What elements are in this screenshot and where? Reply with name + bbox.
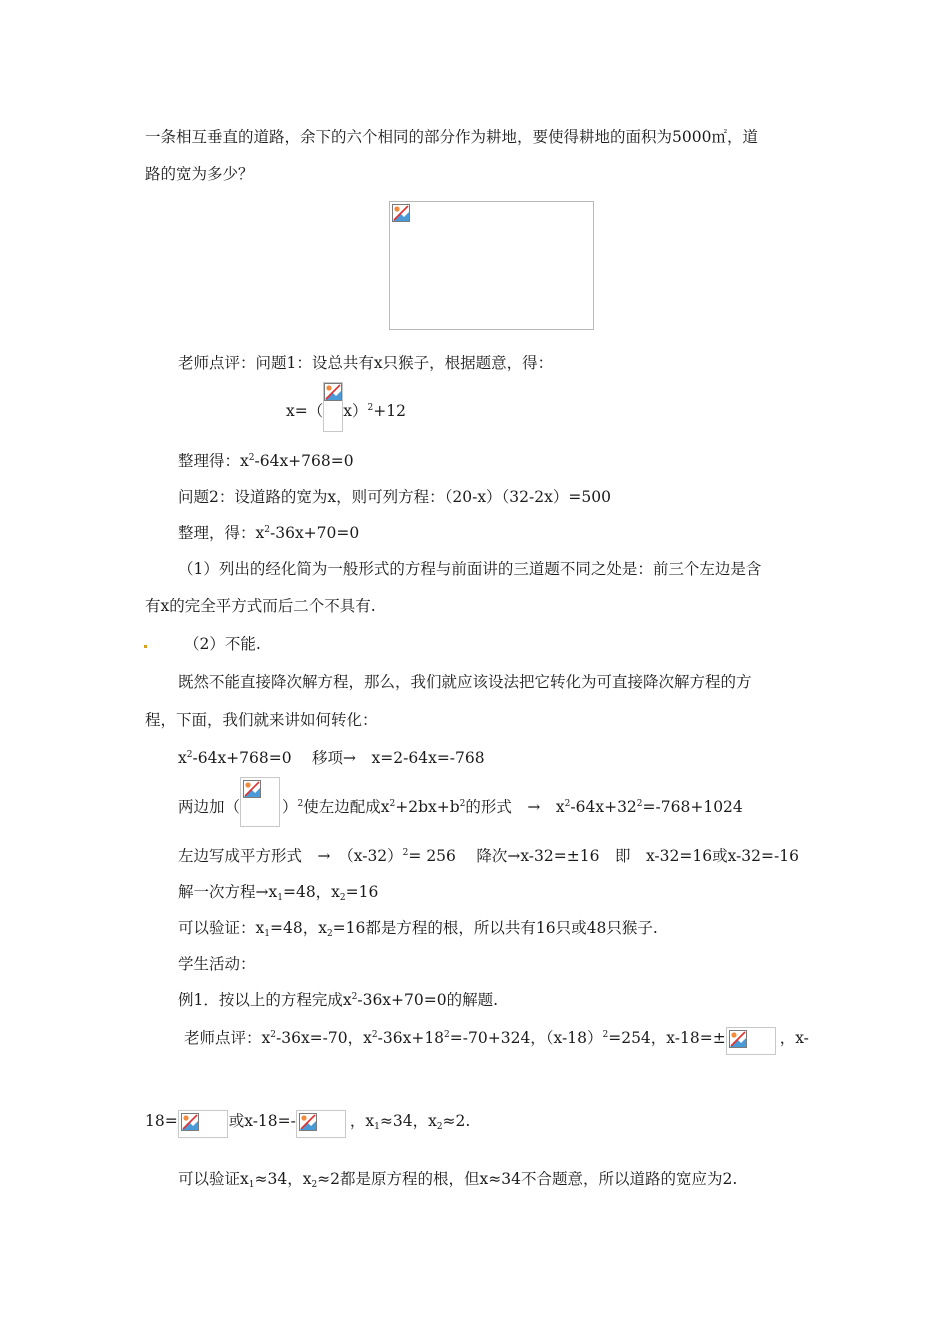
- inline-sqrt-placeholder: [178, 1110, 228, 1138]
- inline-image-box: [240, 777, 280, 827]
- roots-text: ≈2.: [442, 1112, 471, 1130]
- step-text: = 256 降次→x-32=±16 即 x-32=16或x-32=-16: [408, 847, 799, 865]
- verify-2: [178, 1168, 737, 1190]
- subscript: 2: [326, 929, 333, 939]
- exponent: 2: [371, 1030, 378, 1040]
- step-text: -64x+768=0 移项→ x=2-64x=-768: [192, 749, 485, 767]
- teacher-comment-2: [184, 1027, 809, 1049]
- subscript: 1: [374, 1122, 380, 1132]
- step-text: 解一次方程→x: [178, 883, 278, 901]
- simplify-2-text: 整理，得：x: [178, 524, 265, 542]
- exponent: 2: [459, 799, 466, 809]
- broken-image-icon: [181, 1113, 199, 1131]
- broken-image-icon: [243, 780, 261, 798]
- inline-image-box: [323, 382, 343, 432]
- step-move-terms: [178, 747, 485, 769]
- step-solve-linear: [178, 881, 378, 903]
- inline-image-box: [178, 1110, 228, 1138]
- equation-1: [286, 400, 406, 422]
- exponent: 2: [389, 799, 396, 809]
- broken-image-icon: [299, 1113, 317, 1131]
- broken-image-icon: [324, 383, 342, 401]
- step-text: -64x+32: [570, 798, 637, 816]
- paragraph-transform-line1: 既然不能直接降次解方程，那么，我们就应该设法把它转化为可直接降次解方程的方: [178, 673, 752, 691]
- simplify-1-tail: -64x+768=0: [254, 452, 354, 470]
- step-text: =-768+1024: [642, 798, 743, 816]
- verify-text: 可以验证x: [178, 1170, 249, 1188]
- inline-fraction-placeholder: [240, 777, 280, 827]
- roots-text: 18=: [145, 1112, 178, 1130]
- note-1-line2: 有x的完全平方式而后二个不具有.: [145, 597, 376, 615]
- exponent: 2: [297, 799, 304, 809]
- comment-text: -36x+18: [377, 1029, 445, 1047]
- paragraph-problem-line1: 一条相互垂直的道路，余下的六个相同的部分作为耕地，要使得耕地的面积为5000㎡，道: [145, 128, 758, 146]
- step-text: x: [178, 749, 187, 767]
- step-text: 使左边配成x: [303, 798, 390, 816]
- verify-text: ≈34，x: [254, 1170, 312, 1188]
- equation-1-right: x）: [343, 402, 368, 420]
- inline-sqrt-placeholder: [296, 1110, 346, 1138]
- step-text: +2bx+b: [395, 798, 460, 816]
- inline-sqrt-placeholder: [726, 1027, 776, 1055]
- example-text: 例1．按以上的方程完成x: [178, 991, 352, 1009]
- comment-text: =254，x-18=±: [608, 1029, 726, 1047]
- equation-1-left: x=（: [286, 402, 324, 420]
- note-2: （2）不能.: [184, 635, 261, 653]
- exponent: 2: [264, 525, 270, 535]
- question-2: 问题2：设道路的宽为x，则可列方程：（20-x）（32-2x）=500: [178, 488, 611, 506]
- subscript: 1: [248, 1180, 255, 1190]
- verify-1: [178, 917, 658, 939]
- roots-line: [145, 1110, 470, 1132]
- inline-image-box: [726, 1027, 776, 1055]
- comment-text: 老师点评：x: [184, 1029, 271, 1047]
- paragraph-transform-line2: 程，下面，我们就来讲如何转化：: [145, 711, 378, 729]
- exponent: 2: [270, 1030, 276, 1040]
- comment-text: -36x=-70，x: [275, 1029, 372, 1047]
- roots-text: 或x-18=-: [228, 1112, 296, 1130]
- roots-text: ，x: [349, 1112, 375, 1130]
- example-1: [178, 989, 498, 1011]
- marker-dot: [144, 645, 147, 648]
- broken-image-icon: [729, 1030, 747, 1048]
- simplify-2: [178, 522, 359, 544]
- verify-text: 可以验证：x: [178, 919, 265, 937]
- step-complete-square: [178, 796, 743, 818]
- comment-text: =-70+324，（x-18）: [449, 1029, 603, 1047]
- step-text: 两边加（: [178, 798, 241, 816]
- step-text: 的形式 → x: [465, 798, 565, 816]
- exponent: 2: [367, 403, 374, 413]
- exponent: 2: [351, 992, 358, 1002]
- step-text: =16: [345, 883, 379, 901]
- subscript: 1: [277, 893, 283, 903]
- figure-placeholder: [389, 201, 594, 330]
- equation-1-tail: +12: [373, 402, 406, 420]
- roots-text: ≈34，x: [379, 1112, 437, 1130]
- inline-image-box: [296, 1110, 346, 1138]
- step-square-form: [178, 845, 799, 867]
- broken-image-icon: [392, 204, 410, 222]
- inline-fraction-placeholder: [323, 382, 343, 432]
- exponent: 2: [636, 799, 643, 809]
- step-text: ）: [282, 798, 298, 816]
- verify-text: ≈2都是原方程的根，但x≈34不合题意，所以道路的宽应为2.: [317, 1170, 738, 1188]
- subscript: 2: [436, 1122, 443, 1132]
- verify-text: =48，x: [269, 919, 327, 937]
- example-text: -36x+70=0的解题.: [357, 991, 499, 1009]
- subscript: 2: [311, 1180, 318, 1190]
- simplify-1-text: 整理得：x: [178, 452, 249, 470]
- simplify-2-tail: -36x+70=0: [269, 524, 360, 542]
- student-activity-heading: 学生活动：: [178, 955, 256, 973]
- step-text: =48，x: [282, 883, 340, 901]
- teacher-comment-1: 老师点评：问题1：设总共有x只猴子，根据题意，得：: [178, 354, 554, 372]
- exponent: 2: [564, 799, 571, 809]
- paragraph-problem-line2: 路的宽为多少？: [145, 165, 254, 183]
- subscript: 2: [339, 893, 346, 903]
- comment-text: ，x-: [779, 1029, 809, 1047]
- simplify-1: [178, 450, 354, 472]
- step-text: 左边写成平方形式 → （x-32）: [178, 847, 403, 865]
- exponent: 2: [402, 848, 409, 858]
- exponent: 2: [602, 1030, 609, 1040]
- note-1-line1: （1）列出的经化简为一般形式的方程与前面讲的三道题不同之处是：前三个左边是含: [178, 560, 762, 578]
- exponent: 2: [248, 453, 255, 463]
- verify-text: =16都是方程的根，所以共有16只或48只猴子.: [332, 919, 658, 937]
- exponent: 2: [186, 750, 193, 760]
- subscript: 1: [264, 929, 270, 939]
- exponent: 2: [444, 1030, 450, 1040]
